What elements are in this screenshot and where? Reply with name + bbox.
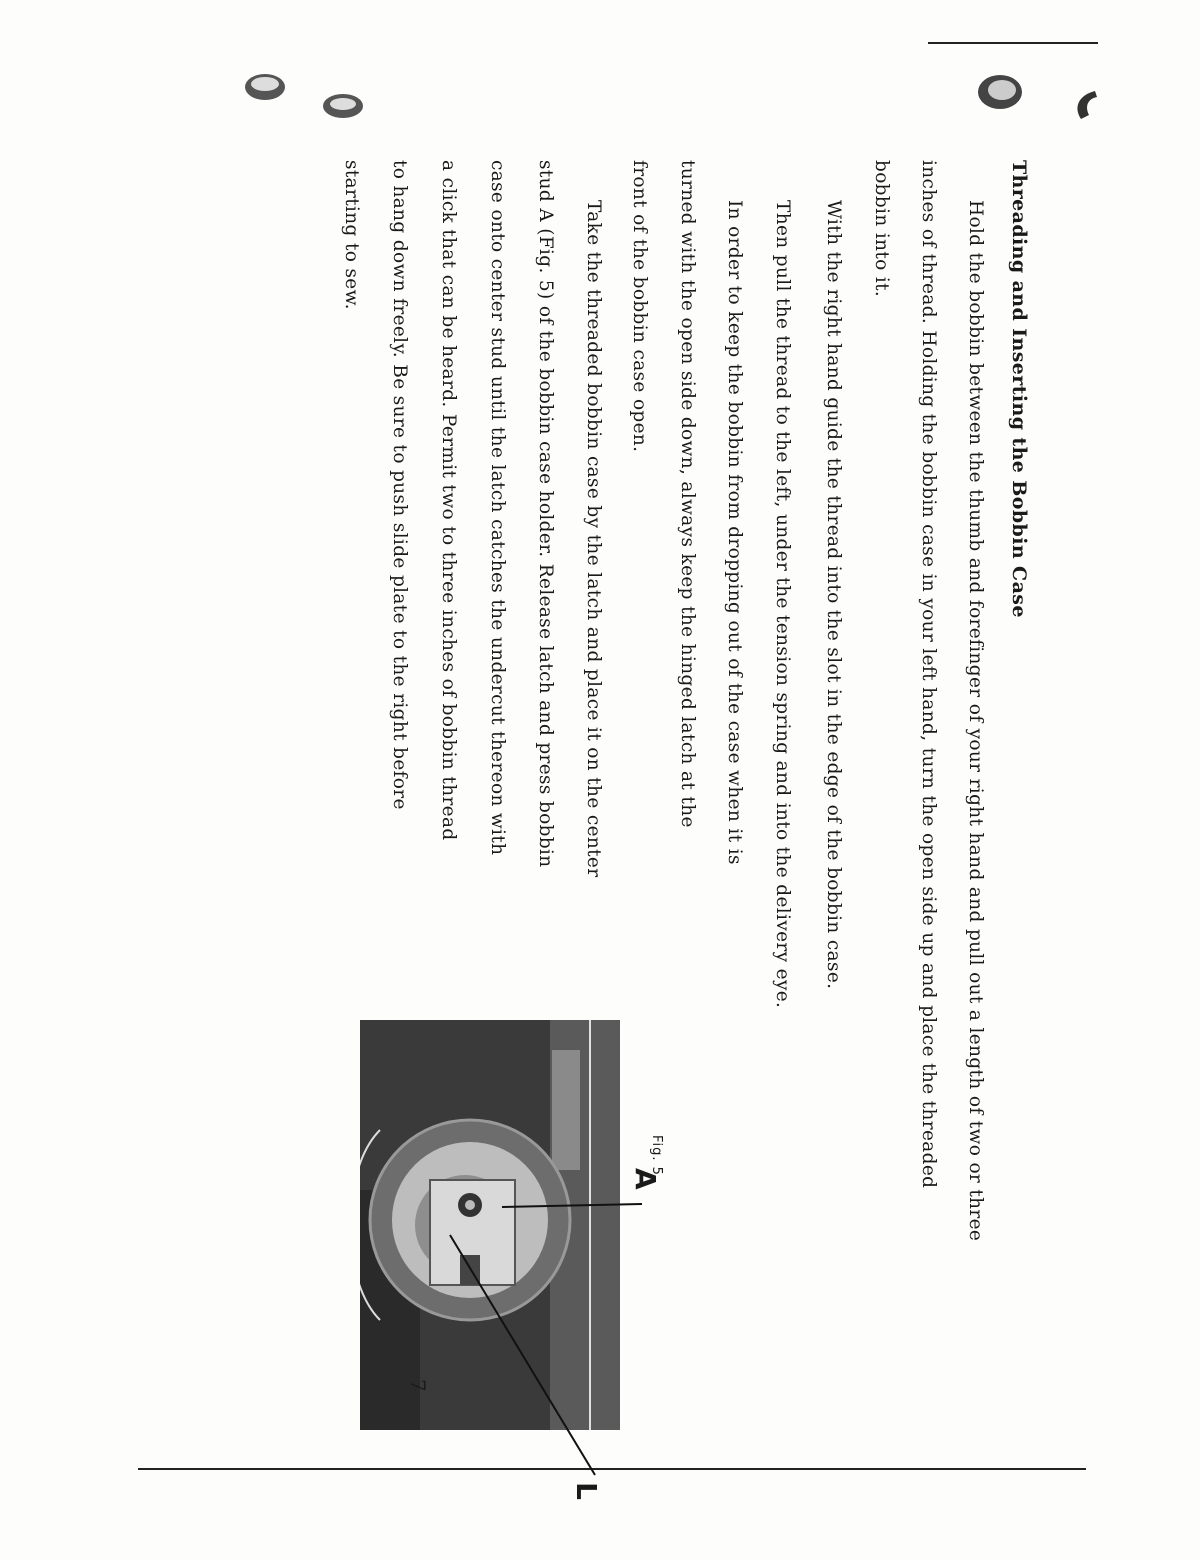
- paragraph-line: Hold the bobbin between the thumb and forefinger of your right hand and pull out a length of two or three: [965, 200, 986, 1242]
- punch-hole-icon: [240, 65, 290, 105]
- bottom-rule: [138, 1468, 1086, 1470]
- paragraph-line: to hang down freely. Be sure to push slide plate to the right before: [389, 160, 410, 810]
- paragraph-line: In order to keep the bobbin from dropping out of the case when it is: [724, 200, 745, 865]
- section-heading: Threading and Inserting the Bobbin Case: [1008, 160, 1030, 618]
- paragraph-line: bobbin into it.: [871, 160, 892, 298]
- callout-label-a: A: [629, 1168, 662, 1190]
- paragraph-line: Then pull the thread to the left, under the tension spring and into the delivery eye.: [772, 200, 793, 1009]
- page-number: 7: [406, 1379, 430, 1392]
- paragraph-line: inches of thread. Holding the bobbin case in your left hand, turn the open side up and place the threaded: [918, 160, 939, 1189]
- paragraph-line: starting to sew.: [341, 160, 362, 310]
- paragraph-line: turned with the open side down, always keep the hinged latch at the: [677, 160, 698, 828]
- punch-hole-icon: [318, 88, 368, 124]
- punch-hole-icon: [1065, 85, 1105, 125]
- paragraph-line: With the right hand guide the thread into the slot in the edge of the bobbin case.: [823, 200, 844, 990]
- punch-hole-icon: [972, 68, 1028, 114]
- callout-label-l: L: [570, 1482, 603, 1500]
- paragraph-line: a click that can be heard. Permit two to three inches of bobbin thread: [438, 160, 459, 841]
- callout-line-l: [430, 1230, 600, 1490]
- paragraph-line: Take the threaded bobbin case by the latch and place it on the center: [583, 200, 604, 878]
- paragraph-line: case onto center stud until the latch catches the undercut thereon with: [487, 160, 508, 856]
- figure-caption: Fig. 5: [649, 1135, 664, 1176]
- top-rule: [928, 42, 1098, 44]
- rotated-page-content: [330, 160, 1030, 1500]
- paragraph-line: front of the bobbin case open.: [629, 160, 650, 453]
- paragraph-line: stud A (Fig. 5) of the bobbin case holder. Release latch and press bobbin: [535, 160, 556, 868]
